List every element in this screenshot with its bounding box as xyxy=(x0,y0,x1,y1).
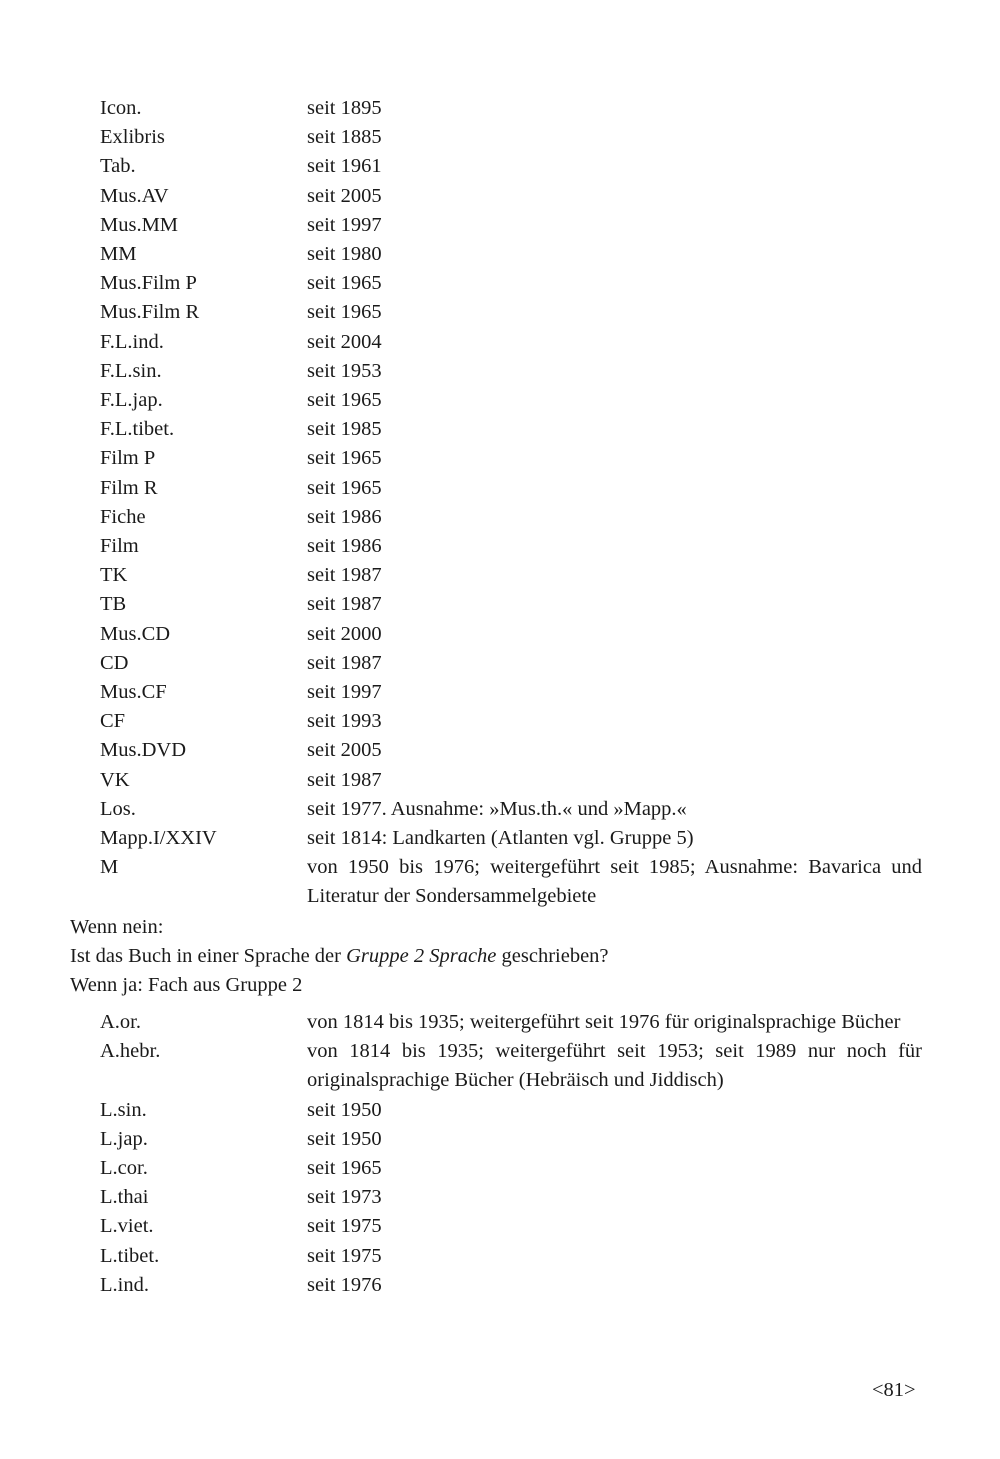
subject-description: von 1814 bis 1935; weitergeführt seit 1976 für originalsprachige Bücher xyxy=(307,1011,901,1033)
subject-description: seit 1997 xyxy=(307,213,382,236)
page-number: <81> xyxy=(872,1379,916,1401)
subject-description: seit 1953 xyxy=(307,359,382,382)
subject-description: seit 1993 xyxy=(307,710,382,733)
subject-description: seit 1965 xyxy=(307,389,382,412)
table-row xyxy=(100,1212,922,1241)
subject-description: seit 1965 xyxy=(307,447,382,470)
subject-description: seit 1997 xyxy=(307,681,382,704)
subject-code: L.thai xyxy=(100,1186,149,1209)
table-row xyxy=(100,328,922,357)
table-row xyxy=(100,1096,922,1125)
subject-description: seit 2000 xyxy=(307,622,382,645)
subject-code: A.or. xyxy=(100,1011,141,1033)
subject-code: Film xyxy=(100,535,139,558)
subject-code: CD xyxy=(100,651,129,674)
subject-code: MM xyxy=(100,243,137,266)
subject-description: seit 1965 xyxy=(307,301,382,324)
subject-code: Icon. xyxy=(100,97,142,119)
table-row xyxy=(100,795,922,824)
subject-code: F.L.jap. xyxy=(100,389,163,412)
table-row xyxy=(100,1154,922,1183)
subject-description: seit 1885 xyxy=(307,126,382,149)
table-row xyxy=(100,824,922,853)
subject-code: CF xyxy=(100,710,126,733)
table-row xyxy=(100,853,922,911)
subject-description: seit 1986 xyxy=(307,505,382,528)
subject-description: seit 1987 xyxy=(307,593,382,616)
subject-description: seit 1977. Ausnahme: »Mus.th.« und »Mapp.« xyxy=(307,797,687,820)
table-row xyxy=(100,503,922,532)
subject-description: seit 1980 xyxy=(307,243,382,266)
table-row xyxy=(100,736,922,765)
subject-description: seit 1814: Landkarten (Atlanten vgl. Gruppe 5) xyxy=(307,827,694,850)
subject-description: seit 1975 xyxy=(307,1215,382,1238)
wenn-nein-line: Wenn nein: xyxy=(70,916,164,938)
table-row xyxy=(100,707,922,736)
subject-code: F.L.sin. xyxy=(100,359,162,382)
table-row xyxy=(100,1037,922,1095)
subject-description: seit 1987 xyxy=(307,651,382,674)
subject-description: seit 1961 xyxy=(307,155,382,178)
subject-code: Mus.DVD xyxy=(100,739,186,762)
subject-description: seit 1965 xyxy=(307,272,382,295)
subject-description: seit 1950 xyxy=(307,1098,382,1121)
subject-description: seit 1987 xyxy=(307,768,382,791)
subject-code: L.viet. xyxy=(100,1215,154,1238)
question-line xyxy=(70,942,609,971)
subject-description: seit 1976 xyxy=(307,1273,382,1296)
subject-code: Mus.Film R xyxy=(100,301,200,324)
table-row xyxy=(100,152,922,181)
subject-code: L.cor. xyxy=(100,1157,148,1180)
table-row xyxy=(100,1242,922,1271)
table-row xyxy=(100,240,922,269)
subject-code: L.ind. xyxy=(100,1273,149,1296)
subject-code: L.sin. xyxy=(100,1098,147,1121)
subject-code: L.tibet. xyxy=(100,1244,160,1267)
subject-code: Mapp.I/XXIV xyxy=(100,827,217,850)
table-row xyxy=(100,590,922,619)
table-row xyxy=(100,1125,922,1154)
subject-code: Film P xyxy=(100,447,156,470)
subject-code: Los. xyxy=(100,797,136,820)
table-row xyxy=(100,211,922,240)
table-row xyxy=(100,298,922,327)
subject-code: VK xyxy=(100,768,130,791)
table-row xyxy=(100,649,922,678)
subject-code: L.jap. xyxy=(100,1127,148,1150)
table-row xyxy=(100,1183,922,1212)
table-row xyxy=(100,532,922,561)
subject-code: TB xyxy=(100,593,127,616)
subject-description: von 1950 bis 1976; weitergeführt seit 1985; Ausnahme: Bavarica und Literatur der Sondersammelgebiete xyxy=(307,856,922,908)
subject-code: Tab. xyxy=(100,155,136,178)
subject-code: Mus.MM xyxy=(100,213,179,236)
table-row xyxy=(100,386,922,415)
wenn-ja-line: Wenn ja: Fach aus Gruppe 2 xyxy=(70,974,303,996)
question-text-before: Ist das Buch in einer Sprache der xyxy=(70,945,347,967)
group2-table xyxy=(100,1008,922,1300)
subject-description: seit 1895 xyxy=(307,97,382,119)
table-row xyxy=(100,94,922,123)
subject-code: Mus.CF xyxy=(100,681,167,704)
table-row xyxy=(100,444,922,473)
table-row xyxy=(100,357,922,386)
subject-description: seit 1985 xyxy=(307,418,382,441)
subject-description: seit 1987 xyxy=(307,564,382,587)
subject-code: Mus.Film P xyxy=(100,272,197,295)
subject-description: seit 2005 xyxy=(307,184,382,207)
subject-description: seit 1975 xyxy=(307,1244,382,1267)
table-row xyxy=(100,474,922,503)
subject-code: Mus.AV xyxy=(100,184,169,207)
table-row xyxy=(100,561,922,590)
table-row xyxy=(100,123,922,152)
group1-table xyxy=(100,94,922,912)
subject-code: F.L.ind. xyxy=(100,330,164,353)
subject-code: Exlibris xyxy=(100,126,165,149)
subject-code: Film R xyxy=(100,476,158,499)
subject-code: Fiche xyxy=(100,505,146,528)
subject-description: seit 1965 xyxy=(307,476,382,499)
table-row xyxy=(100,182,922,211)
subject-description: seit 1973 xyxy=(307,1186,382,1209)
subject-code: A.hebr. xyxy=(100,1040,161,1063)
table-row xyxy=(100,766,922,795)
table-row xyxy=(100,1008,922,1037)
table-row xyxy=(100,415,922,444)
table-row xyxy=(100,1271,922,1300)
subject-code: M xyxy=(100,856,119,879)
subject-description: seit 2005 xyxy=(307,739,382,762)
subject-code: TK xyxy=(100,564,128,587)
subject-code: F.L.tibet. xyxy=(100,418,175,441)
subject-description: seit 1950 xyxy=(307,1127,382,1150)
subject-description: seit 1965 xyxy=(307,1157,382,1180)
table-row xyxy=(100,678,922,707)
table-row xyxy=(100,269,922,298)
subject-code: Mus.CD xyxy=(100,622,171,645)
subject-description: seit 2004 xyxy=(307,330,382,353)
table-row xyxy=(100,620,922,649)
question-text-italic: Gruppe 2 Sprache xyxy=(346,945,497,967)
subject-description: von 1814 bis 1935; weitergeführt seit 1953; seit 1989 nur noch für originalsprachige Bücher (Hebräisch und Jiddisch) xyxy=(307,1040,922,1092)
subject-description: seit 1986 xyxy=(307,535,382,558)
question-text-after: geschrieben? xyxy=(496,945,609,967)
